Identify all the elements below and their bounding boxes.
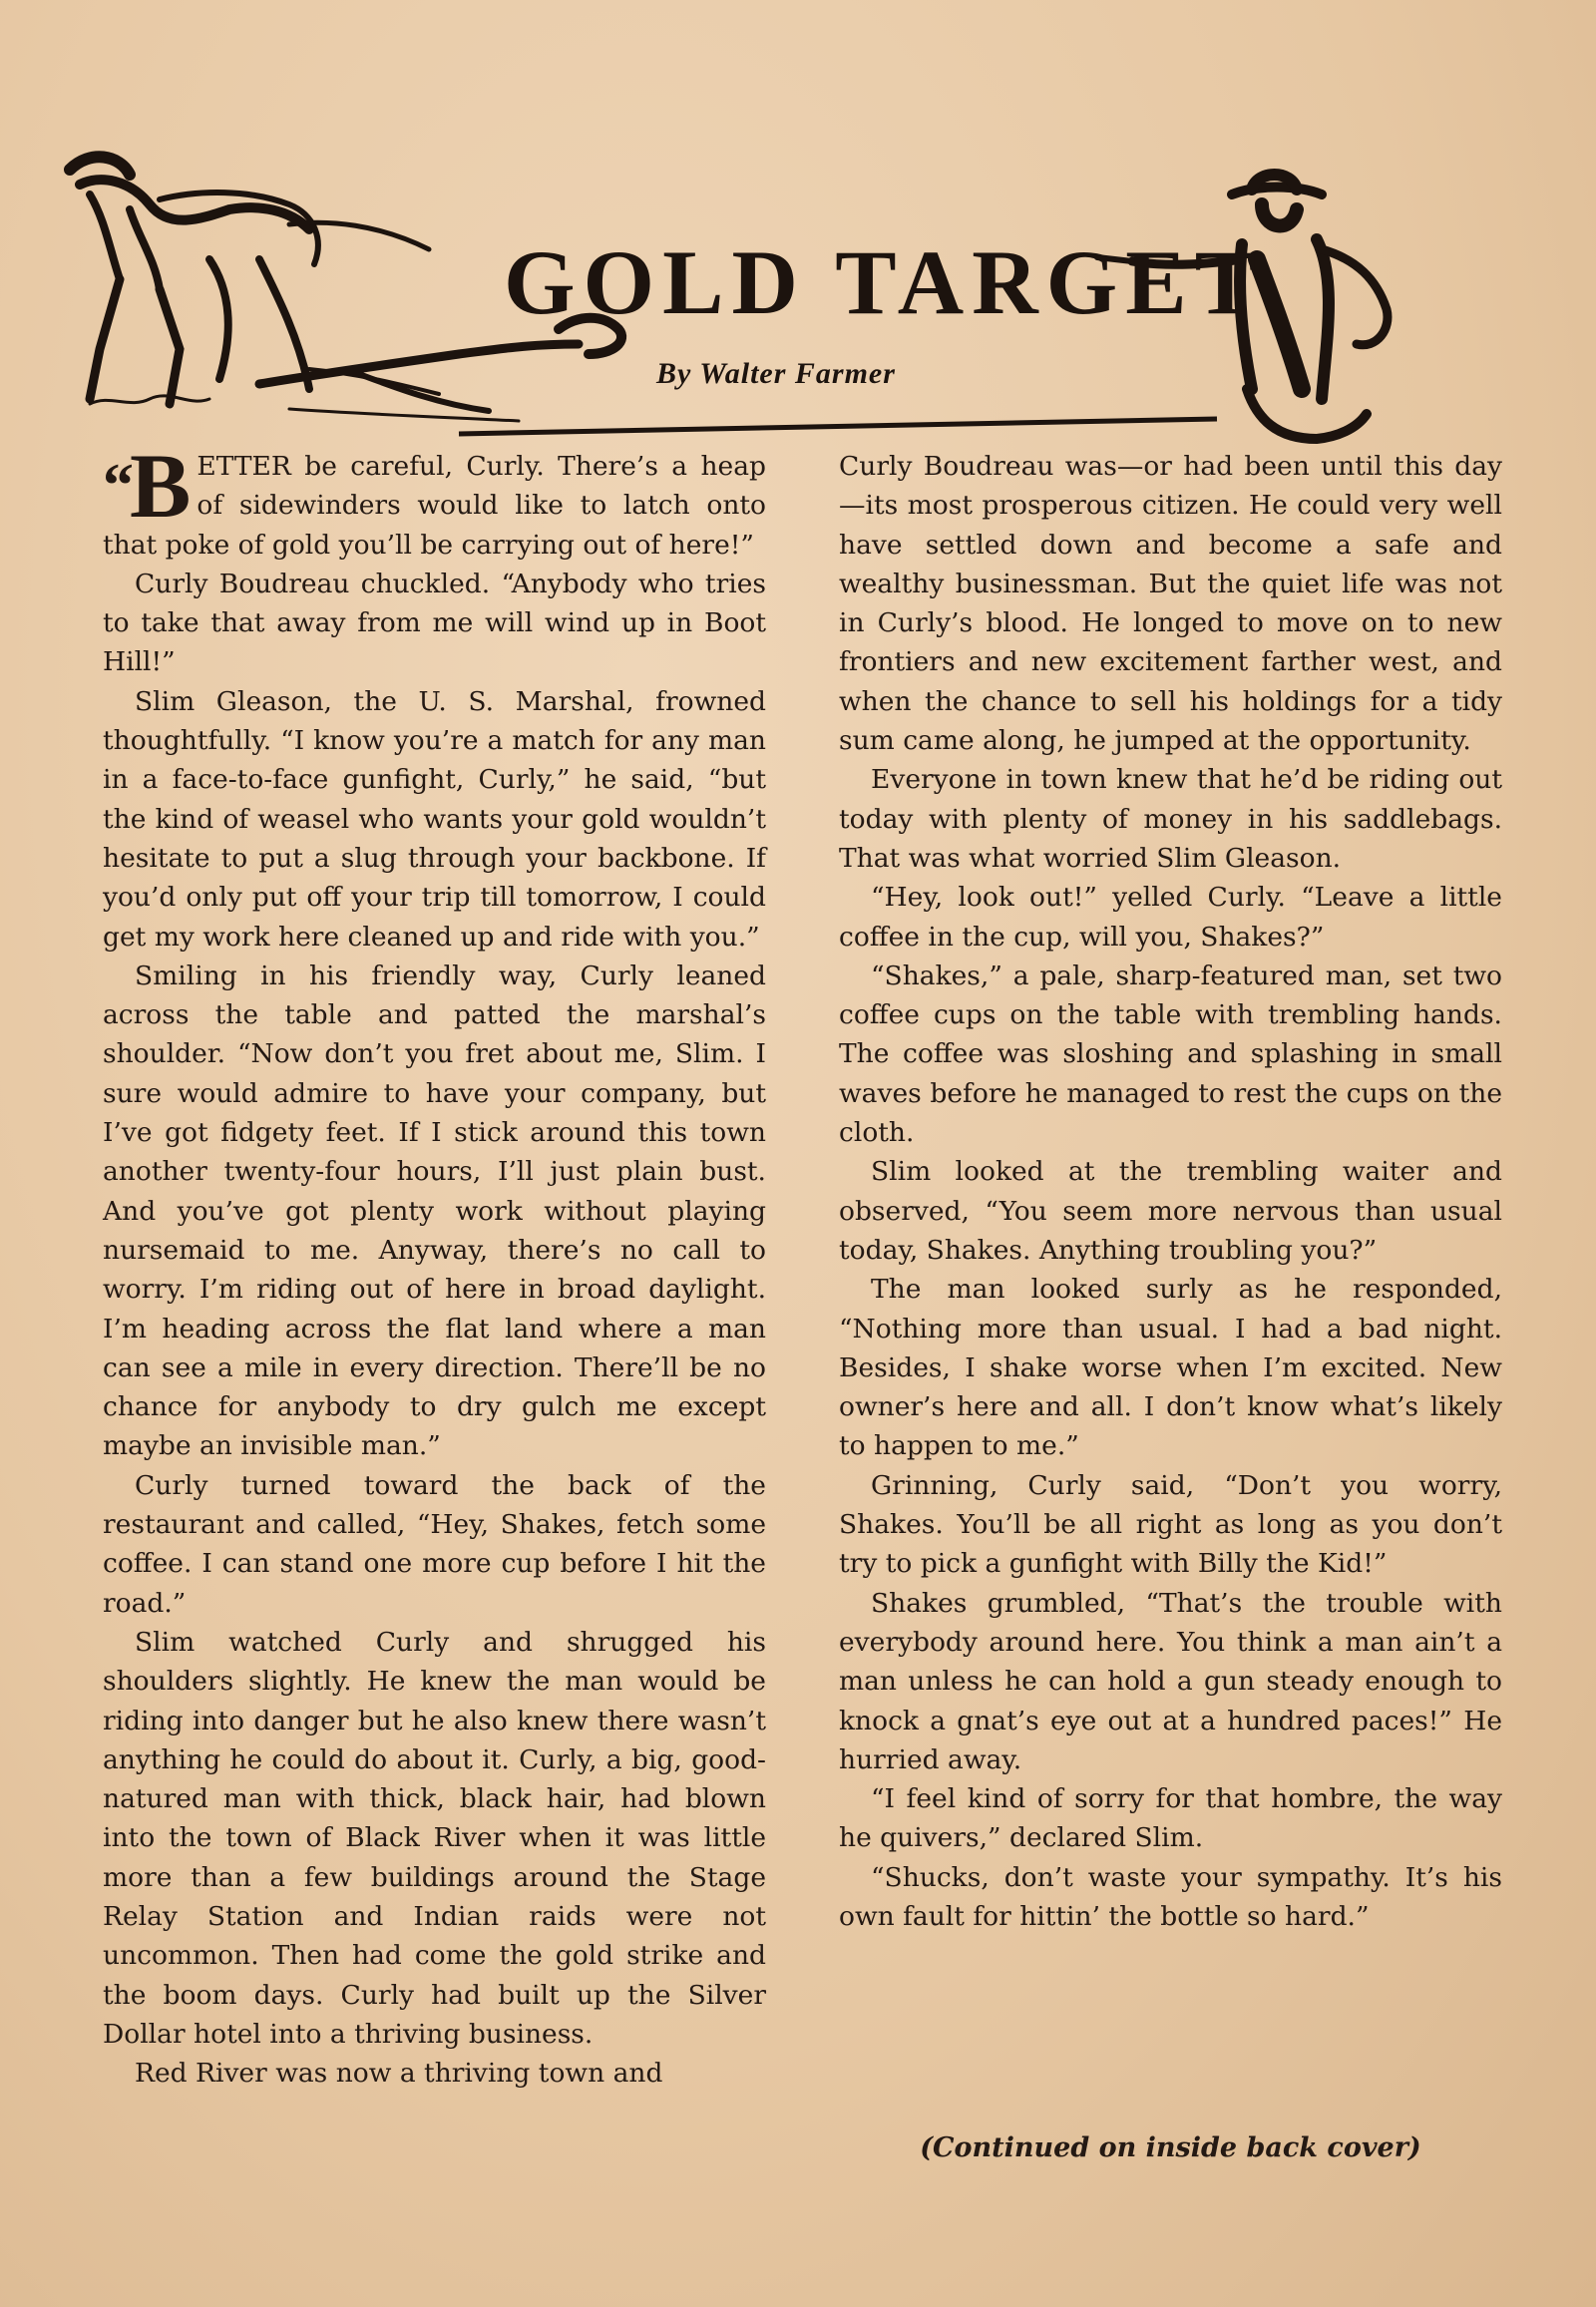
story-byline: By Walter Farmer [656,357,896,390]
story-paragraph: Curly turned toward the back of the restaurant and called, “Hey, Shakes, fetch some coffee. I can stand one more cup before I hit the road.” [103,1469,766,1619]
story-paragraph: “Hey, look out!” yelled Curly. “Leave a little coffee in the cup, will you, Shakes?” [839,882,1502,953]
story-paragraph: Smiling in his friendly way, Curly leaned across the table and patted the marshal’s shoulder. “Now don’t you fret about me, Slim. I sure would admire to have your company, but I’ve got fidgety feet. If I stick around this town another twenty-four hours, I’ll just plain bust. And you’ve got plenty work without playing nursemaid to me. Anyway, there’s no call to worry. I’m riding out of here in broad daylight. I’m heading across the flat land where a man can see a mile in every direction. There’ll be no chance for anybody to dry gulch me except maybe an invisible man.” [103,960,766,1462]
story-paragraph: Curly Boudreau was—or had been until this day—its most prosperous citizen. He could very well have settled down and become a safe and wealthy businessman. But the quiet life was not in Curly’s blood. He longed to move on to new frontiers and new excitement farther west, and when the chance to sell his holdings for a tidy sum came along, he jumped at the opportunity. [839,451,1502,757]
story-header [60,150,1476,449]
story-title: GOLD TARGET [504,231,1264,333]
story-paragraph: “Shucks, don’t waste your sympathy. It’s his own fault for hittin’ the bottle so hard.” [839,1861,1502,1932]
right-column [839,447,1502,1936]
left-column [103,435,766,2093]
drop-cap: “B [103,435,192,537]
story-paragraph: Slim Gleason, the U. S. Marshal, frowned thoughtfully. “I know you’re a match for any man in a face-to-face gunfight, Curly,” he said, “but the kind of weasel who wants your gold wouldn’t hesitate to put a slug through your backbone. If you’d only put off your trip till tomorrow, I could get my work here cleaned up and ride with you.” [103,685,766,953]
story-paragraph: “Shakes,” a pale, sharp-featured man, set two coffee cups on the table with trembling hands. The coffee was sloshing and splashing in small waves before he managed to rest the cups on the cloth. [839,960,1502,1149]
story-paragraph: The man looked surly as he responded, “Nothing more than usual. I had a bad night. Besides, I shake worse when I’m excited. New owner’s here and all. I don’t know what’s likely to happen to me.” [839,1274,1502,1462]
story-paragraph: Everyone in town knew that he’d be riding out today with plenty of money in his saddlebags. That was what worried Slim Gleason. [839,764,1502,874]
story-paragraph: Slim looked at the trembling waiter and observed, “You seem more nervous than usual today, Shakes. Anything troubling you?” [839,1156,1502,1266]
story-paragraph: Grinning, Curly said, “Don’t you worry, Shakes. You’ll be all right as long as you don’t try to pick a gunfight with Billy the Kid!” [839,1469,1502,1580]
story-paragraph: Curly Boudreau chuckled. “Anybody who tries to take that away from me will wind up in Boot Hill!” [103,568,766,678]
story-paragraph: “B ETTER be careful, Curly. There’s a heap of sidewinders would like to latch onto that poke of gold you’ll be carrying out of here!” [103,435,766,561]
story-paragraph: Shakes grumbled, “That’s the trouble with everybody around here. You think a man ain’t a man unless he can hold a gun steady enough to knock a gnat’s eye out at a hundred paces!” He hurried away. [839,1587,1502,1775]
story-paragraph: “I feel kind of sorry for that hombre, the way he quivers,” declared Slim. [839,1783,1502,1854]
continued-note: (Continued on inside back cover) [920,2132,1421,2163]
story-paragraph: Red River was now a thriving town and [135,2058,663,2090]
story-paragraph: Slim watched Curly and shrugged his shoulders slightly. He knew the man would be riding into danger but he also knew there wasn’t anything he could do about it. Curly, a big, good-natured man with thick, black hair, had blown into the town of Black River when it was little more than a few buildings around the Stage Relay Station and Indian raids were not uncommon. Then had come the gold strike and the boom days. Curly had built up the Silver Dollar hotel into a thriving business. [103,1626,766,2050]
header-rule [459,419,1217,434]
